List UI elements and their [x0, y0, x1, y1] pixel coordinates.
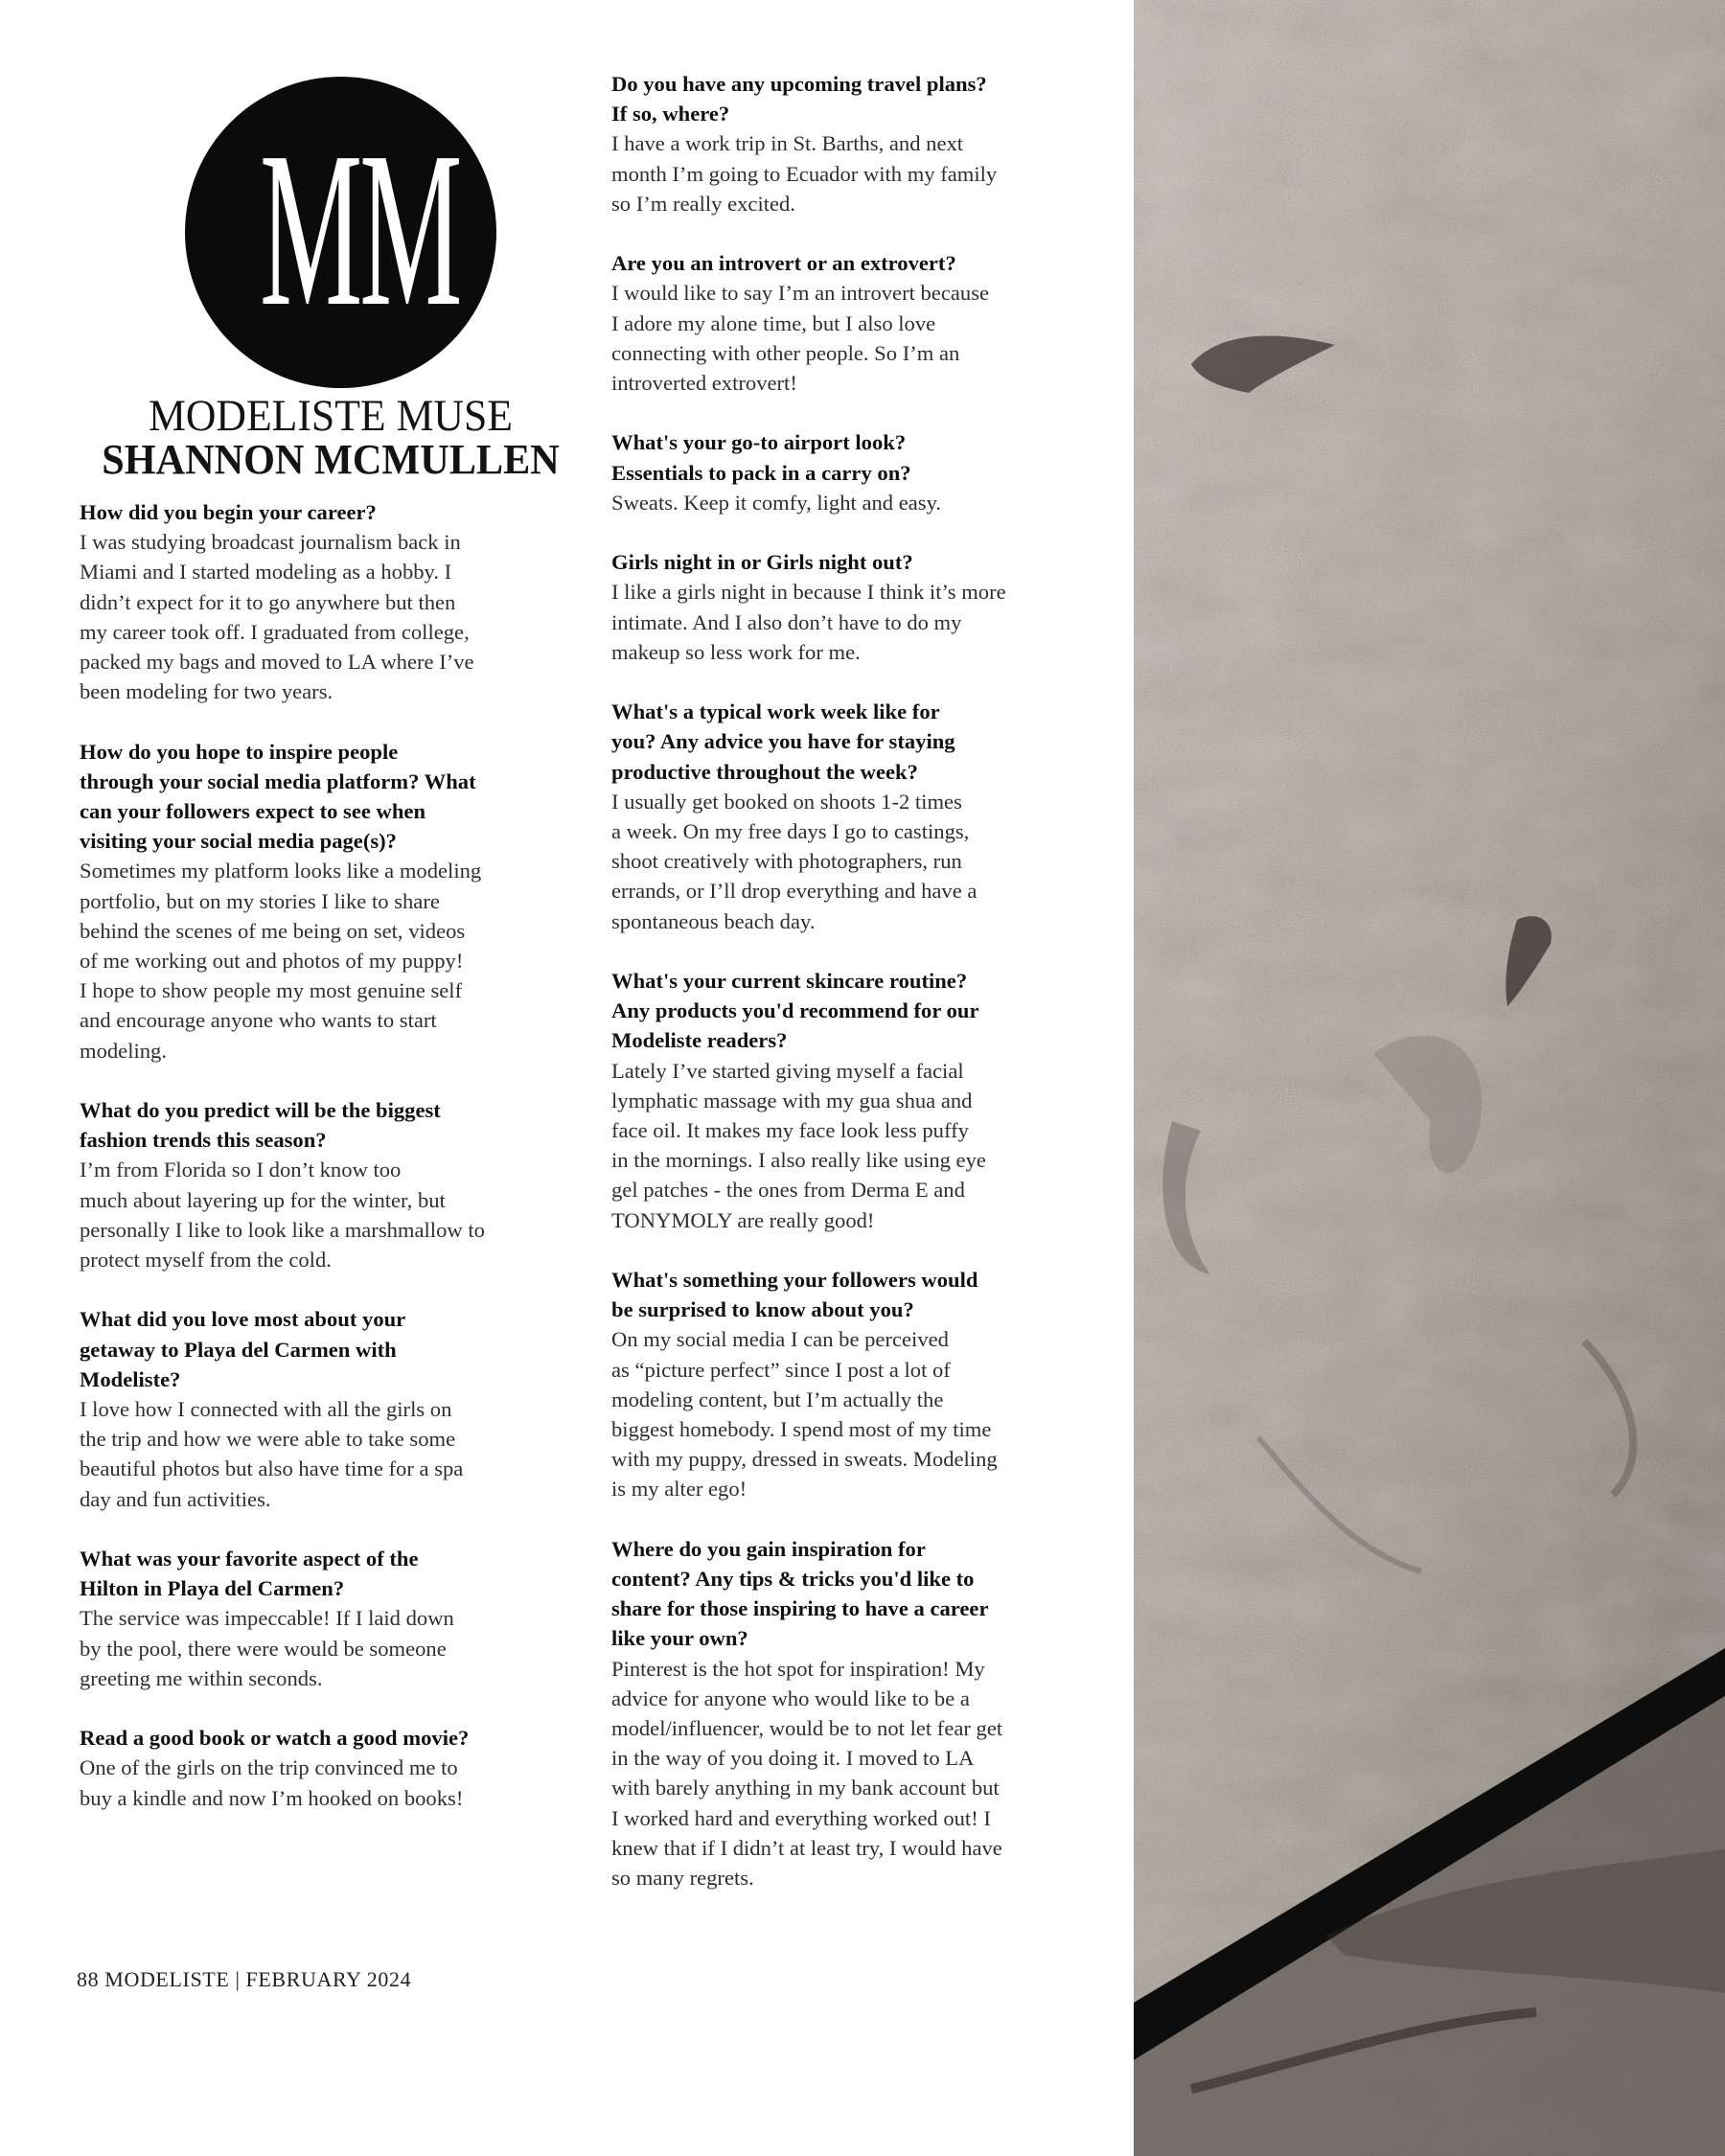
answer-line: the trip and how we were able to take some [80, 1427, 456, 1452]
question-line: Essentials to pack in a carry on? [611, 460, 911, 485]
answer-line: Miami and I started modeling as a hobby. I [80, 560, 452, 585]
answer-line: The service was impeccable! If I laid down [80, 1606, 454, 1631]
answer-line: packed my bags and moved to LA where I’ve [80, 650, 474, 675]
question-line: Any products you'd recommend for our [611, 998, 979, 1023]
answer-line: greeting me within seconds. [80, 1665, 323, 1690]
question [611, 547, 1110, 577]
answer-line: model/influencer, would be to not let fear get [611, 1716, 1003, 1741]
question-line: like your own? [611, 1626, 748, 1651]
answer-line: advice for anyone who would like to be a [611, 1686, 970, 1710]
answer-line: by the pool, there were would be someone [80, 1636, 447, 1661]
answer-line: with barely anything in my bank account but [611, 1776, 1000, 1800]
question-line: Modeliste? [80, 1366, 181, 1391]
answer-line: On my social media I can be perceived [611, 1327, 949, 1352]
answer-line: as “picture perfect” since I post a lot of [611, 1357, 951, 1382]
logo-text: MM [260, 106, 460, 353]
answer [611, 1056, 1110, 1235]
answer [80, 856, 597, 1065]
answer [611, 787, 1110, 936]
answer-line: Pinterest is the hot spot for inspiration! My [611, 1656, 985, 1681]
question-line: Do you have any upcoming travel plans? [611, 72, 987, 96]
answer-line: Sometimes my platform looks like a modeling [80, 859, 482, 883]
answer-line: in the way of you doing it. I moved to LA [611, 1746, 975, 1771]
answer [611, 278, 1110, 398]
qa-block [611, 69, 1110, 218]
qa-block [611, 697, 1110, 936]
answer-line: One of the girls on the trip convinced me to [80, 1755, 458, 1780]
left-column [80, 497, 597, 1843]
qa-block [611, 427, 1110, 517]
header-kicker: MODELISTE MUSE [148, 391, 514, 441]
answer-line: gel patches - the ones from Derma E and [611, 1178, 965, 1203]
question [611, 1534, 1110, 1654]
beach-sand-photo [1134, 0, 1725, 2156]
photo-graphic [1134, 0, 1725, 2156]
answer-line: month I’m going to Ecuador with my family [611, 161, 998, 186]
answer-line: beautiful photos but also have time for a spa [80, 1456, 464, 1481]
answer [80, 1394, 597, 1514]
answer-line: face oil. It makes my face look less puffy [611, 1118, 969, 1143]
answer-line: is my alter ego! [611, 1477, 748, 1502]
question [80, 1304, 597, 1394]
answer-line: didn’t expect for it to go anywhere but then [80, 589, 456, 614]
question-line: Modeliste readers? [611, 1028, 788, 1053]
question-line: How do you hope to inspire people [80, 739, 399, 764]
answer-line: behind the scenes of me being on set, videos [80, 918, 466, 943]
answer-line: and encourage anyone who wants to start [80, 1008, 437, 1033]
answer-line: I like a girls night in because I think it’s more [611, 580, 1006, 605]
question-line: you? Any advice you have for staying [611, 729, 955, 754]
question-line: What's a typical work week like for [611, 700, 940, 724]
answer-line: I was studying broadcast journalism back in [80, 530, 461, 555]
answer-line: modeling. [80, 1038, 167, 1063]
question-line: Are you an introvert or an extrovert? [611, 251, 956, 276]
qa-block [80, 1095, 597, 1274]
answer-line: I usually get booked on shoots 1-2 times [611, 789, 962, 814]
question-line: Where do you gain inspiration for [611, 1536, 926, 1561]
answer-line: in the mornings. I also really like using eye [611, 1148, 986, 1173]
answer-line: of me working out and photos of my puppy! [80, 949, 464, 974]
question-line: Hilton in Playa del Carmen? [80, 1576, 345, 1601]
qa-block [611, 1534, 1110, 1892]
qa-block [80, 1723, 597, 1813]
qa-block [80, 497, 597, 706]
answer-line: introverted extrovert! [611, 371, 797, 396]
question-line: What was your favorite aspect of the [80, 1547, 419, 1571]
answer-line: so I’m really excited. [611, 191, 795, 216]
question [80, 1723, 597, 1753]
question-line: Read a good book or watch a good movie? [80, 1726, 470, 1751]
answer-line: so many regrets. [611, 1866, 754, 1891]
answer [611, 1324, 1110, 1503]
answer-line: I have a work trip in St. Barths, and next [611, 131, 964, 156]
question-line: What's your go-to airport look? [611, 430, 907, 455]
qa-block [611, 966, 1110, 1235]
answer-line: I adore my alone time, but I also love [611, 310, 936, 335]
question-line: can your followers expect to see when [80, 799, 426, 824]
answer-line: Sweats. Keep it comfy, light and easy. [611, 490, 942, 515]
answer-line: been modeling for two years. [80, 679, 334, 704]
answer-line: connecting with other people. So I’m an [611, 340, 960, 365]
question-line: If so, where? [611, 102, 730, 126]
answer-line: I love how I connected with all the girls on [80, 1397, 452, 1422]
answer-line: with my puppy, dressed in sweats. Modeling [611, 1447, 998, 1472]
question-line: through your social media platform? What [80, 768, 476, 793]
question-line: Girls night in or Girls night out? [611, 550, 913, 575]
question [80, 1095, 597, 1155]
middle-column [611, 69, 1110, 1922]
qa-block [611, 547, 1110, 667]
question-line: productive throughout the week? [611, 759, 918, 784]
page-footer: 88 MODELISTE | FEBRUARY 2024 [77, 1967, 412, 1991]
answer-line: protect myself from the cold. [80, 1248, 332, 1273]
question-line: How did you begin your career? [80, 500, 377, 524]
qa-block [80, 1544, 597, 1693]
answer-line: portfolio, but on my stories I like to share [80, 888, 440, 913]
question [80, 737, 597, 857]
question [611, 1265, 1110, 1324]
answer [611, 488, 1110, 517]
header-name: SHANNON MCMULLEN [102, 436, 560, 483]
question-line: content? Any tips & tricks you'd like to [611, 1567, 975, 1592]
question-line: What's something your followers would [611, 1268, 978, 1293]
qa-block [80, 737, 597, 1066]
answer-line: modeling content, but I’m actually the [611, 1387, 944, 1411]
answer-line: intimate. And I also don’t have to do my [611, 609, 962, 634]
qa-block [611, 1265, 1110, 1504]
answer [80, 1155, 597, 1274]
question [80, 1544, 597, 1603]
question [611, 697, 1110, 787]
answer-line: I’m from Florida so I don’t know too [80, 1158, 402, 1182]
question-line: fashion trends this season? [80, 1128, 327, 1153]
answer [80, 1603, 597, 1693]
answer-line: I worked hard and everything worked out! I [611, 1805, 991, 1830]
answer-line: makeup so less work for me. [611, 639, 861, 664]
question-line: visiting your social media page(s)? [80, 829, 397, 854]
answer-line: day and fun activities. [80, 1486, 271, 1511]
question [611, 248, 1110, 278]
answer-line: TONYMOLY are really good! [611, 1207, 875, 1232]
answer-line: spontaneous beach day. [611, 908, 816, 933]
answer [611, 577, 1110, 667]
answer-line: biggest homebody. I spend most of my time [611, 1417, 992, 1442]
question-line: share for those inspiring to have a career [611, 1596, 989, 1621]
question [611, 427, 1110, 487]
answer-line: personally I like to look like a marshmallow to [80, 1217, 485, 1242]
answer-line: shoot creatively with photographers, run [611, 849, 962, 874]
question-line: getaway to Playa del Carmen with [80, 1337, 397, 1362]
answer-line: much about layering up for the winter, but [80, 1187, 446, 1212]
answer-line: my career took off. I graduated from college, [80, 619, 470, 644]
answer [611, 128, 1110, 218]
question [611, 69, 1110, 128]
question-line: be surprised to know about you? [611, 1297, 914, 1322]
answer [80, 1753, 597, 1812]
question-line: What do you predict will be the biggest [80, 1098, 441, 1123]
question [80, 497, 597, 527]
question-line: What did you love most about your [80, 1307, 406, 1332]
question [611, 966, 1110, 1056]
answer-line: I hope to show people my most genuine self [80, 978, 463, 1003]
question-line: What's your current skincare routine? [611, 969, 968, 994]
answer-line: buy a kindle and now I’m hooked on books! [80, 1785, 464, 1810]
answer-line: lymphatic massage with my gua shua and [611, 1088, 973, 1112]
answer-line: errands, or I’ll drop everything and have a [611, 879, 978, 904]
answer-line: knew that if I didn’t at least try, I would have [611, 1835, 1002, 1860]
answer-line: Lately I’ve started giving myself a facial [611, 1058, 964, 1083]
qa-block [80, 1304, 597, 1513]
answer-line: a week. On my free days I go to castings, [611, 819, 970, 844]
answer [80, 527, 597, 706]
answer [611, 1654, 1110, 1893]
mm-logo [185, 77, 496, 388]
qa-block [611, 248, 1110, 398]
answer-line: I would like to say I’m an introvert because [611, 281, 990, 306]
